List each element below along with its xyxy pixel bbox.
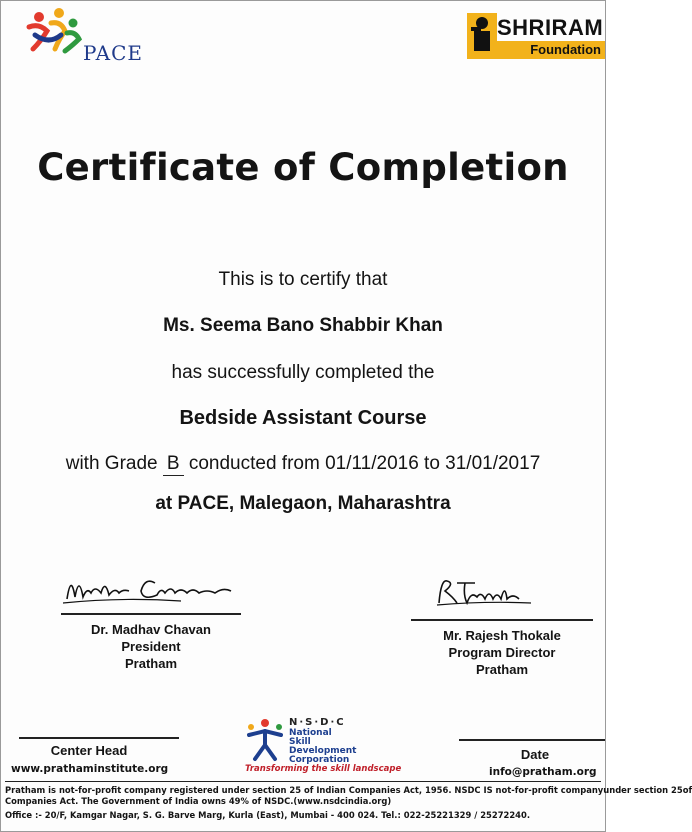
left-signatory bbox=[61, 621, 241, 672]
grade-value: B bbox=[163, 453, 184, 476]
date-line bbox=[459, 739, 605, 741]
certify-line: This is to certify that bbox=[218, 269, 388, 290]
grade-prefix: with Grade bbox=[65, 453, 158, 474]
left-signatory-org: Pratham bbox=[124, 656, 178, 671]
website-link[interactable]: www.prathaminstitute.org bbox=[11, 763, 169, 775]
grade-line bbox=[1, 453, 605, 476]
date-label: Date bbox=[520, 747, 550, 762]
left-signatory-role: President bbox=[121, 639, 181, 654]
nsdc-line3: Corporation bbox=[289, 755, 350, 765]
pace-logo-text: PACE bbox=[83, 41, 143, 65]
footer-line-3: Office :- 20/F, Kamgar Nagar, S. G. Barve Marg, Kurla (East), Mumbai - 400 024. Tel.: 022-25221329 / 25272240. bbox=[5, 810, 531, 820]
right-signature-line bbox=[411, 619, 593, 621]
left-signature-line bbox=[61, 613, 241, 615]
pace-figures-icon bbox=[25, 5, 85, 61]
nsdc-tagline: Transforming the skill landscape bbox=[245, 764, 402, 774]
shriram-logo-text: SHRIRAM bbox=[497, 15, 604, 40]
grade-suffix: conducted from 01/11/2016 to 31/01/2017 bbox=[188, 453, 541, 474]
right-signatory bbox=[411, 627, 593, 678]
madhav-chavan-signature bbox=[61, 567, 251, 611]
center-head-label: Center Head bbox=[50, 743, 128, 758]
certificate-title: Certificate of Completion bbox=[37, 146, 569, 189]
shriram-foundation-logo bbox=[467, 13, 605, 61]
right-signatory-name: Mr. Rajesh Thokale bbox=[443, 628, 561, 643]
completed-line: has successfully completed the bbox=[171, 362, 435, 383]
shriram-figure-icon bbox=[467, 13, 497, 59]
nsdc-name bbox=[289, 729, 375, 765]
footer-divider bbox=[5, 781, 601, 782]
email-link[interactable]: info@pratham.org bbox=[489, 766, 597, 778]
nsdc-figure-icon bbox=[245, 717, 285, 761]
right-signatory-role: Program Director bbox=[448, 645, 556, 660]
footer-line-2: Companies Act. The Government of India owns 49% of NSDC.(www.nsdcindia.org) bbox=[5, 796, 392, 806]
left-signatory-name: Dr. Madhav Chavan bbox=[91, 622, 211, 637]
center-head-line bbox=[19, 737, 179, 739]
nsdc-line1: National bbox=[289, 728, 332, 738]
right-signatory-org: Pratham bbox=[475, 662, 529, 677]
rajesh-thokale-signature bbox=[435, 573, 535, 609]
nsdc-title: N·S·D·C bbox=[289, 717, 346, 728]
course-name: Bedside Assistant Course bbox=[179, 407, 427, 429]
pace-logo bbox=[25, 5, 175, 65]
shriram-logo-sub: Foundation bbox=[530, 42, 601, 57]
footer-line-1: Pratham is not-for-profit company registered under section 25 of Indian Companies Act, 1956. NSDC IS not-for-profit companyunder section 25of bbox=[5, 785, 692, 795]
location-line: at PACE, Malegaon, Maharashtra bbox=[155, 493, 451, 514]
nsdc-line2: Skill Development bbox=[289, 737, 357, 756]
recipient-name: Ms. Seema Bano Shabbir Khan bbox=[163, 315, 443, 336]
nsdc-logo bbox=[245, 717, 402, 777]
